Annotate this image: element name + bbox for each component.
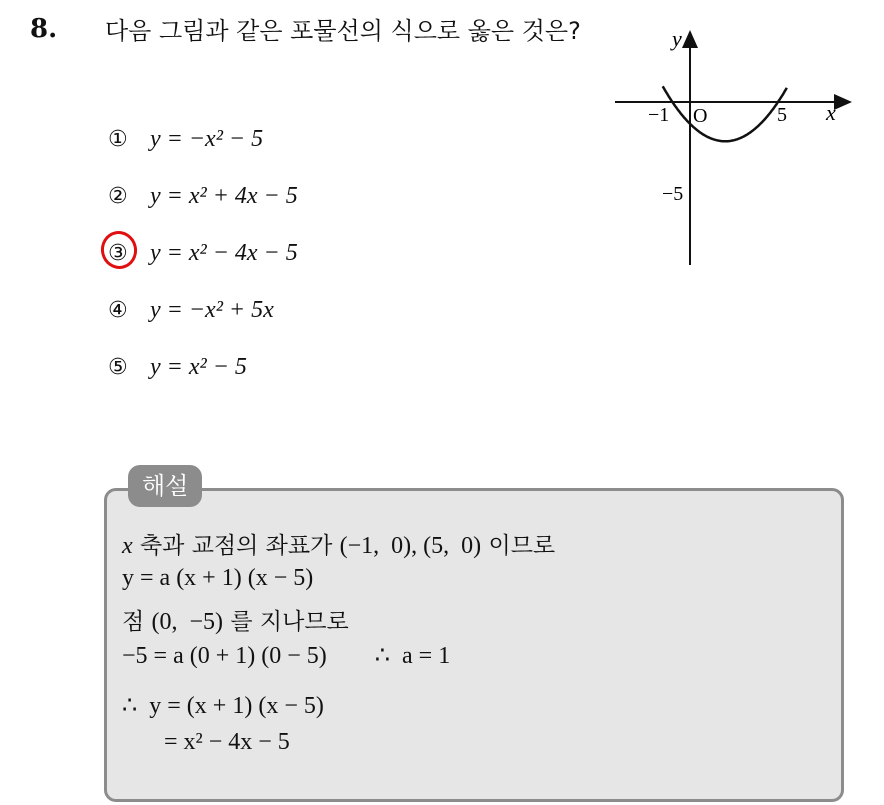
solution-line-2: y = a (x + 1) (x − 5) [122,565,314,591]
choice-number: ⑤ [108,355,128,380]
x-tick-five: 5 [777,104,787,126]
choice-number: ① [108,127,128,152]
question-number: 8. [30,14,58,44]
solution-line-1: x 축과 교점의 좌표가 (−1, 0), (5, 0) 이므로 [122,533,556,559]
choice-equation: y = x² − 4x − 5 [150,240,298,266]
y-axis-label: y [672,26,682,51]
choice-equation: y = x² + 4x − 5 [150,183,298,209]
x-axis-label: x [826,100,836,125]
choice-equation: y = x² − 5 [150,354,247,380]
choice-4[interactable] [108,297,274,333]
choice-number: ④ [108,298,128,323]
solution-badge: 해설 [128,465,202,507]
choice-equation: y = −x² + 5x [150,297,274,323]
solution-line-6: = x² − 4x − 5 [122,729,290,755]
question-text: 다음 그림과 같은 포물선의 식으로 옳은 것은? [105,17,581,45]
choice-number: ② [108,184,128,209]
choice-1[interactable] [108,126,263,162]
y-tick-minus-five: −5 [662,183,684,205]
parabola-curve [663,86,787,141]
solution-line-4: −5 = a (0 + 1) (0 − 5) ∴ a = 1 [122,643,451,669]
x-tick-minus-one: −1 [648,104,670,126]
choice-2[interactable] [108,183,298,219]
choice-number: ③ [108,241,128,266]
choice-3[interactable] [108,240,298,276]
choice-5[interactable] [108,354,247,390]
solution-line-3: 점 (0, −5) 를 지나므로 [122,609,349,635]
parabola-graph [610,20,860,270]
choice-equation: y = −x² − 5 [150,126,264,152]
solution-line-5: ∴ y = (x + 1) (x − 5) [122,693,324,719]
origin-label: O [693,105,708,127]
